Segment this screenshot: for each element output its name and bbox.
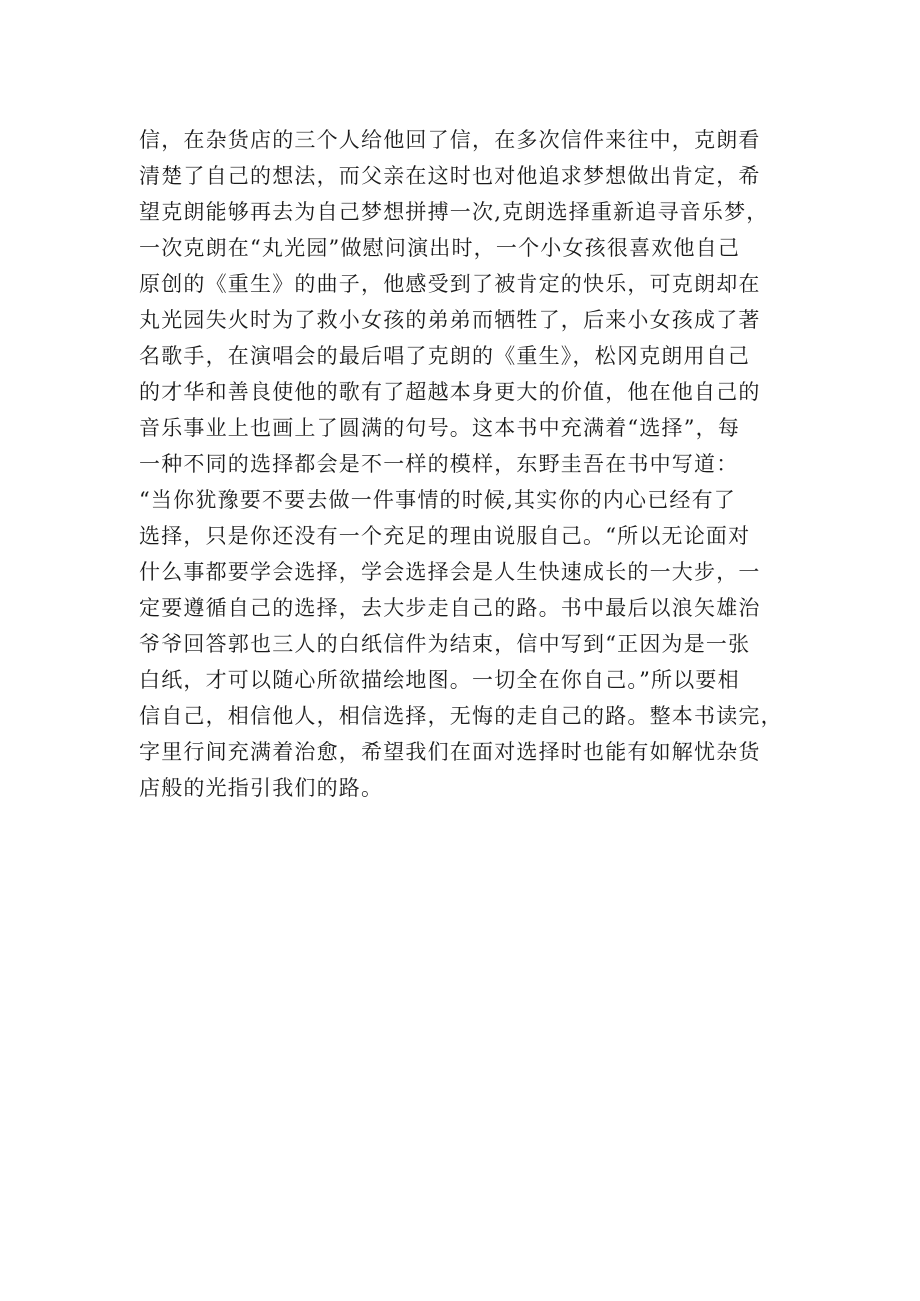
- text-line-8: 的才华和善良使他的歌有了超越本身更大的价值，他在他自己的: [139, 380, 761, 404]
- text-line-15: 爷爷回答郭也三人的白纸信件为结束，信中写到“正因为是一张: [139, 632, 751, 656]
- text-line-9: 音乐事业上也画上了圆满的句号。这本书中充满着“选择”，每: [139, 416, 741, 440]
- body-text: [139, 122, 789, 806]
- text-line-10: 一种不同的选择都会是不一样的模样，东野圭吾在书中写道：: [139, 452, 739, 476]
- text-line-11: “当你犹豫要不要去做一件事情的时候,其实你的内心已经有了: [139, 488, 737, 512]
- text-line-2: 清楚了自己的想法，而父亲在这时也对他追求梦想做出肯定，希: [139, 164, 761, 188]
- text-line-18: 字里行间充满着治愈，希望我们在面对选择时也能有如解忧杂货: [139, 740, 761, 764]
- text-line-1: 信，在杂货店的三个人给他回了信，在多次信件来往中，克朗看: [139, 128, 761, 152]
- text-line-4: 一次克朗在“丸光园”做慰问演出时，一个小女孩很喜欢他自己: [139, 236, 741, 260]
- text-line-16: 白纸，才可以随心所欲描绘地图。一切全在你自己。”所以要相: [139, 668, 740, 692]
- text-line-7: 名歌手，在演唱会的最后唱了克朗的《重生》，松冈克朗用自己: [139, 344, 751, 368]
- text-line-6: 丸光园失火时为了救小女孩的弟弟而牺牲了，后来小女孩成了著: [139, 308, 761, 332]
- text-line-12: 选择，只是你还没有一个充足的理由说服自己。“所以无论面对: [139, 524, 751, 548]
- text-line-19: 店般的光指引我们的路。: [139, 776, 384, 800]
- text-line-17: 信自己，相信他人，相信选择，无悔的走自己的路。整本书读完，: [139, 704, 783, 728]
- text-line-14: 定要遵循自己的选择，去大步走自己的路。书中最后以浪矢雄治: [139, 596, 761, 620]
- text-line-5: 原创的《重生》的曲子，他感受到了被肯定的快乐，可克朗却在: [139, 272, 761, 296]
- text-line-13: 什么事都要学会选择，学会选择会是人生快速成长的一大步，一: [139, 560, 761, 584]
- text-line-3: 望克朗能够再去为自己梦想拼搏一次,克朗选择重新追寻音乐梦，: [139, 200, 769, 224]
